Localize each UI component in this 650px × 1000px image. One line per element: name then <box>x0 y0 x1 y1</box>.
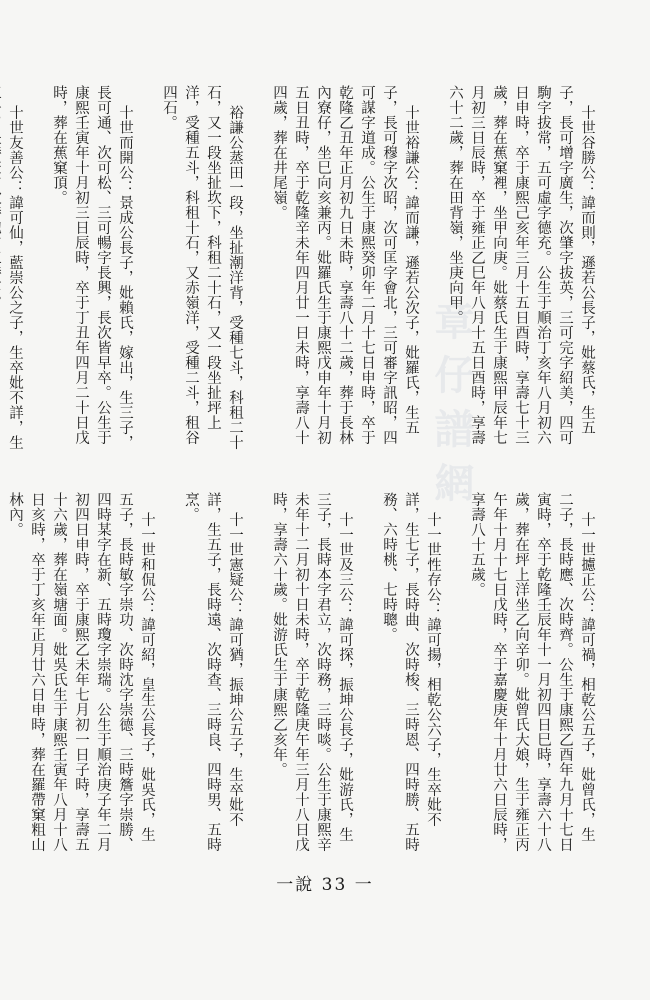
entry-top-0: 十世谷勝公：諱而則，遜若公長子，妣蔡氏，生五子，長可增字廣生，次肇字拔英，三可完字紹美，四可駒字拔常，五可虛字德充。公生于順治丁亥年八月初六日申時，卒于康熙己亥年三月十五日酉時，享壽七十三歲，葬在蕉窠裡，坐甲向庚。妣蔡氏生于康熙甲辰年七月初三日辰時，卒于雍正乙巳年八月十五日酉時，享壽六十二歲，葬在田背嶺，坐庚向甲。 <box>447 85 595 445</box>
bottom-text-block <box>7 492 620 852</box>
entry-top-1: 十世裕謙公：諱而謙，遜若公次子，妣羅氏，生五子，長可穆字次昭，次可匡字會北，三可審字訊昭，四可謀字道成。公生于康熙癸卯年二月十七日申時，卒于乾隆乙丑年正月初九日未時，享壽八十二歲，葬于長林內寮仔，坐巳向亥兼丙。妣羅氏生于康熙戊申年十月初五日丑時，卒于乾隆辛未年四月廿一日未時，享壽八十四歲，葬在井尾嶺。 <box>271 85 419 445</box>
entry-bottom-2: 十一世及三公：諱可探，振坤公長子，妣游氏，生三子，長時本字君立，次時務，三時啖。公生于康熙辛未年十二月初十日未時，卒于乾隆庚午年三月十八日戊時，享壽六十歲。妣游氏生于康熙乙亥年。 <box>271 492 353 852</box>
entry-top-3: 十世而開公：景成公長子，妣賴氏，嫁出，生三子，長可通、次可松、三可暢字長興，長次皆早卒。公生于康熙壬寅年十月初三日辰時，卒于丁丑年四月二十日戊時，葬在蕉窠頂。 <box>51 85 133 451</box>
entry-top-2: 裕謙公蒸田一段，坐扯潮洋背，受種七斗，科租二十石，又一段坐扯坎下，科租二十石，又一段坐扯坪上洋，受種五斗，科租十石，又赤嶺洋，受種二斗，租谷四石。 <box>161 85 243 451</box>
top-text-block <box>7 85 620 455</box>
entry-top-4: 十世友善公：諱可仙，藍崇公之子，生卒妣不詳，生 <box>7 105 23 451</box>
entry-bottom-3: 十一世憲疑公：諱可猶，振坤公五子，生卒妣不詳，生五子，長時遠、次時查、三時良、四時男、五時烹。 <box>183 492 243 852</box>
entry-bottom-4: 十一世和侃公：諱可紹，皇生公長子，妣吳氏，生五子，長時敏字崇功、次時沈字崇德、三時簷字崇勝、四時某字在新、五時瓊字崇瑞。公生于順治庚子年二月初四日申時，卒于康熙乙未年七月初一日子時，享壽五十六歲，葬在嶺塘面。妣吳氏生于康熙壬寅年八月十八日亥時，卒于丁亥年正月廿六日申時，葬在羅帶窠粗山林內。 <box>7 492 155 852</box>
entry-bottom-0: 十一世攄正公：諱可禍，相乾公五子，妣曾氏，生二子，長時應、次時齊。公生于康熙乙酉年九月十七日寅時，卒于乾隆壬辰年十一月初四日巳時，享壽六十八歲，葬在坪上洋坐乙向辛卯。妣曾氏大娘，生于雍正丙午年十月十七日戊時，卒于嘉慶庚年十月廿六日辰時，享壽八十五歲。 <box>469 492 595 852</box>
entry-bottom-1: 十一世性存公：諱可揚，相乾公六子，生卒妣不詳，生七子，長時曲、次時梭、三時恩、四時勝、五時務、六時桃、七時聰。 <box>381 492 441 852</box>
watermark: 章 仔 譜 網 <box>428 300 475 502</box>
page-number: 一說 33 一 <box>276 875 374 895</box>
